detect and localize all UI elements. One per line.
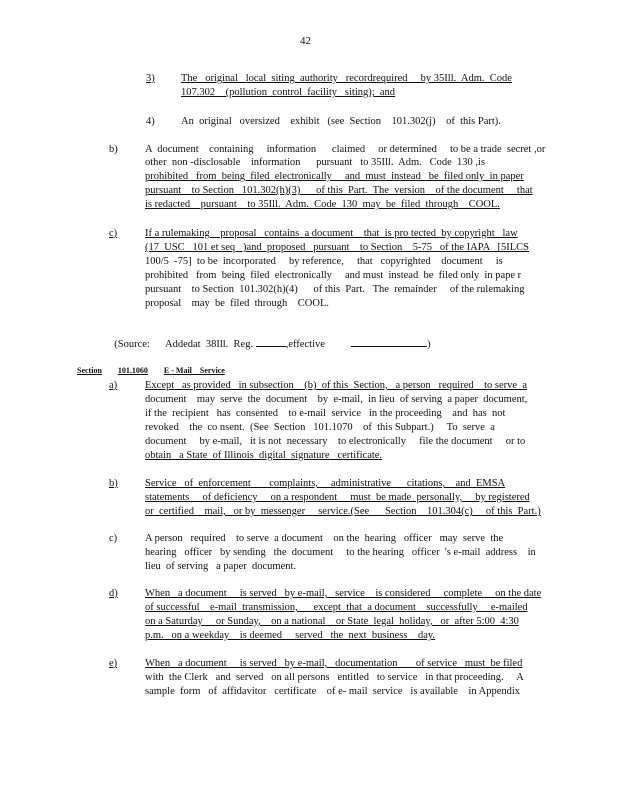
text-line: sample form of affidavitor certificate of e- mail service is available in Appendix — [145, 686, 521, 697]
item-label: b) — [109, 478, 118, 489]
text-line: pursuant to Section 101.302(h)(4) of this Part. The remainder of the rulemaking — [145, 284, 525, 295]
source-citation: Addedat 38Ill. Reg. — [165, 339, 254, 350]
item-label: c) — [109, 228, 118, 239]
text-line: When a document is served by e-mail, service is considered complete on the date — [145, 588, 542, 599]
text-line: The original local siting authority recordrequired by 35Ill. Adm. Code — [181, 73, 512, 84]
text-line: 100/5 -75] to be incorporated by reference, that copyrighted document is — [145, 256, 503, 267]
text-line: proposal may be filed through COOL. — [145, 298, 330, 309]
item-label: 4) — [146, 116, 155, 127]
text-line: with the Clerk and served on all persons entitled to service in that proceeding. A — [145, 672, 524, 683]
item-label: c) — [109, 533, 118, 544]
text-line: Service of enforcement complaints, administrative citations, and EMSA — [145, 478, 506, 489]
text-line: hearing officer by sending the document to the hearing officer 's e-mail address in — [145, 547, 536, 558]
text-line: on a Saturday or Sunday, on a national or State legal holiday, or after 5:00 4:30 — [145, 616, 519, 627]
page-number: 42 — [300, 35, 311, 47]
text-line: other non -disclosable information pursuant to 35Ill. Adm. Code 130 ,is — [145, 157, 486, 168]
text-line: prohibited from being filed electronically and must instead be filed only in paper — [145, 171, 524, 182]
blank-field — [351, 337, 427, 347]
text-line: document may serve the document by e-mail, in lieu of serving a paper document, — [145, 394, 528, 405]
text-line: if the recipient has consented to e-mail service in the proceeding and has not — [145, 408, 506, 419]
text-line: p.m. on a weekday is deemed served the next business day. — [145, 630, 436, 641]
text-line: document by e-mail, it is not necessary to electronically file the document or to — [145, 436, 526, 447]
text-line: prohibited from being filed electronically and must instead be filed only in pape r — [145, 270, 522, 281]
text-line: of successful e-mail transmission, except that a document successfully e-mailed — [145, 602, 528, 613]
source-note — [109, 325, 431, 351]
text-line: An original oversized exhibit (see Section 101.302(j) of this Part). — [181, 116, 501, 127]
text-line: pursuant to Section 101.302(h)(3) of this Part. The version of the document that — [145, 185, 533, 196]
source-open: (Source: — [114, 339, 150, 350]
section-number: 101.1060 — [117, 366, 148, 375]
item-label: a) — [109, 380, 118, 391]
text-line: lieu of serving a paper document. — [145, 561, 297, 572]
text-line: When a document is served by e-mail, documentation of service must be filed — [145, 658, 523, 669]
text-line: A person required to serve a document on the hearing officer may serve the — [145, 533, 504, 544]
text-line: obtain a State of Illinois digital signature certificate. — [145, 450, 383, 461]
text-line: or certified mail, or by messenger service.(See Section 101.304(c) of this Part.) — [145, 506, 541, 517]
text-line: statements of deficiency on a respondent must be made personally, by registered — [145, 492, 530, 503]
section-letter: E — [163, 366, 170, 375]
section-heading — [73, 353, 225, 377]
source-close: ) — [427, 339, 431, 350]
blank-field — [256, 337, 286, 347]
text-line: (17 USC 101 et seq )and proposed pursuant to Section 5-75 of the IAPA [5ILCS — [145, 242, 529, 253]
section-title: - Mail Service — [171, 366, 225, 375]
item-label: e) — [109, 658, 118, 669]
text-line: A document containing information claimed or determined to be a trade secret ,or — [145, 144, 546, 155]
item-label: b) — [109, 144, 118, 155]
section-word: Section — [77, 366, 102, 375]
text-line: If a rulemaking proposal contains a document that is pro tected by copyright law — [145, 228, 518, 239]
text-line: is redacted pursuant to 35Ill. Adm. Code 130 may be filed through COOL. — [145, 199, 500, 210]
text-line: revoked the co nsent. (See Section 101.1070 of this Subpart.) To serve a — [145, 422, 495, 433]
text-line: Except as provided in subsection (b) of this Section, a person required to serve a — [145, 380, 527, 391]
source-effective: ,effective — [285, 339, 325, 350]
text-line: 107.302 (pollution control facility siting); and — [181, 87, 396, 98]
item-label: 3) — [146, 73, 155, 84]
item-label: d) — [109, 588, 118, 599]
